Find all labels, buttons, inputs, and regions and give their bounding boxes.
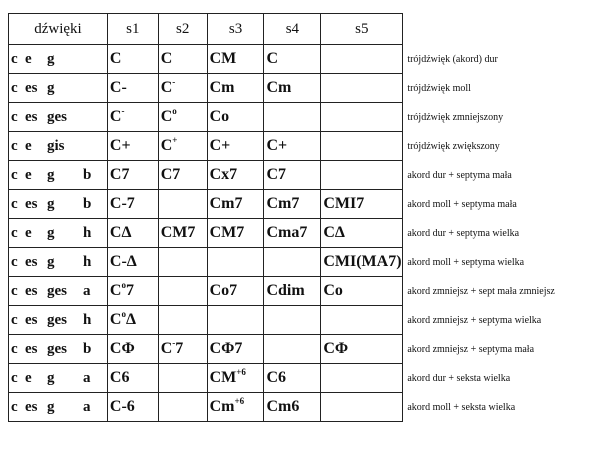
chord-symbol: CΦ <box>109 340 135 357</box>
chord-s1 <box>107 161 158 190</box>
chord-s4 <box>264 74 321 103</box>
chord-s5 <box>321 335 403 364</box>
chord-suffix: Δ <box>125 311 136 328</box>
note: c <box>11 369 18 386</box>
chord-symbol: C <box>160 50 173 67</box>
chord-s2 <box>158 306 207 335</box>
chord-s3 <box>207 103 264 132</box>
chord-superscript: - <box>172 338 176 348</box>
chord-symbol: C-6 <box>109 398 135 415</box>
chord-s5 <box>321 219 403 248</box>
chord-description: akord zmniejsz + sept mała zmniejsz <box>407 285 555 297</box>
note: c <box>11 166 18 183</box>
header-row <box>9 14 600 45</box>
chord-symbol: CM7 <box>209 224 245 241</box>
note: ges <box>47 311 67 328</box>
notes-cell <box>9 393 108 422</box>
chord-description: akord dur + septyma wielka <box>407 227 520 239</box>
chord-s1 <box>107 132 158 161</box>
chord-description: trójdźwięk moll <box>407 82 471 94</box>
chord-s5 <box>321 248 403 277</box>
note: c <box>11 79 18 96</box>
header-s1: s1 <box>107 14 158 45</box>
notes-cell <box>9 190 108 219</box>
chord-s3 <box>207 248 264 277</box>
chord-superscript: o <box>121 309 126 319</box>
chord-s2 <box>158 161 207 190</box>
chord-symbol: C <box>109 311 122 328</box>
note: es <box>25 108 38 125</box>
notes-cell <box>9 306 108 335</box>
notes-cell <box>9 248 108 277</box>
chord-symbol: CΔ <box>323 224 345 241</box>
table-row <box>9 393 600 422</box>
note: c <box>11 311 18 328</box>
chord-symbol: C7 <box>266 166 287 183</box>
chord-s4 <box>264 335 321 364</box>
chord-s3 <box>207 277 264 306</box>
header-s2: s2 <box>158 14 207 45</box>
chord-superscript: + <box>172 135 178 145</box>
chord-s4 <box>264 190 321 219</box>
chord-symbol: Cma7 <box>266 224 308 241</box>
table-row <box>9 190 600 219</box>
chord-symbol: Cm <box>209 398 235 415</box>
note: c <box>11 282 18 299</box>
chord-s4 <box>264 219 321 248</box>
chord-suffix: 7 <box>175 340 184 357</box>
chord-symbol: C-7 <box>109 195 135 212</box>
note: e <box>25 369 32 386</box>
note: es <box>25 253 38 270</box>
chord-s2 <box>158 219 207 248</box>
note: c <box>11 340 18 357</box>
chord-s2 <box>158 132 207 161</box>
table-row <box>9 248 600 277</box>
table-row <box>9 132 600 161</box>
notes-cell <box>9 132 108 161</box>
chord-s5 <box>321 306 403 335</box>
chord-symbol: C <box>266 50 279 67</box>
chord-s5 <box>321 45 403 74</box>
chord-symbol: CΦ7 <box>209 340 243 357</box>
note: g <box>47 253 55 270</box>
note: es <box>25 398 38 415</box>
header-s5: s5 <box>321 14 403 45</box>
chord-symbol: C-Δ <box>109 253 137 270</box>
table-row <box>9 45 600 74</box>
chord-symbol: C <box>160 340 173 357</box>
chord-symbol: CMI7 <box>323 195 365 212</box>
chord-s5 <box>321 277 403 306</box>
note: g <box>47 224 55 241</box>
chord-s1 <box>107 306 158 335</box>
chord-s3 <box>207 306 264 335</box>
chord-description: trójdźwięk zmniejszony <box>407 111 504 123</box>
chord-s1 <box>107 219 158 248</box>
chord-s2 <box>158 393 207 422</box>
chord-symbol: Cm6 <box>266 398 300 415</box>
chord-description: akord moll + septyma mała <box>407 198 517 210</box>
chord-symbol: CM <box>209 50 237 67</box>
chord-symbol: C6 <box>266 369 287 386</box>
table-row <box>9 306 600 335</box>
chord-description: akord dur + septyma mała <box>407 169 512 181</box>
chord-s1 <box>107 277 158 306</box>
notes-cell <box>9 161 108 190</box>
chord-suffix: 7 <box>125 282 134 299</box>
chord-s4 <box>264 161 321 190</box>
chord-s3 <box>207 74 264 103</box>
chord-s2 <box>158 364 207 393</box>
table-row <box>9 219 600 248</box>
chord-symbol: C+ <box>109 137 131 154</box>
chord-superscript: - <box>172 77 176 87</box>
note: g <box>47 79 55 96</box>
chord-s4 <box>264 393 321 422</box>
chord-symbol: C <box>160 79 173 96</box>
notes-cell <box>9 45 108 74</box>
note: b <box>83 166 92 183</box>
chord-symbol: CM7 <box>160 224 196 241</box>
header-notes: dźwięki <box>9 14 108 45</box>
chord-s1 <box>107 248 158 277</box>
chord-description: akord moll + seksta wielka <box>407 401 516 413</box>
chord-description: akord zmniejsz + septyma mała <box>407 343 535 355</box>
chord-symbol: Cm <box>209 79 235 96</box>
chord-description: trójdźwięk (akord) dur <box>407 53 498 65</box>
chord-symbol: Cm <box>266 79 292 96</box>
chord-s3 <box>207 190 264 219</box>
chord-s5 <box>321 364 403 393</box>
note: c <box>11 253 18 270</box>
chord-superscript: o <box>121 280 126 290</box>
chord-s1 <box>107 364 158 393</box>
chord-description: akord moll + septyma wielka <box>407 256 525 268</box>
chord-description: akord dur + seksta wielka <box>407 372 511 384</box>
chord-s4 <box>264 364 321 393</box>
chord-s3 <box>207 45 264 74</box>
chord-symbol: C+ <box>266 137 288 154</box>
notes-cell <box>9 74 108 103</box>
note: e <box>25 50 32 67</box>
chord-s4 <box>264 132 321 161</box>
note: e <box>25 137 32 154</box>
chord-description: akord zmniejsz + septyma wielka <box>407 314 542 326</box>
note: c <box>11 108 18 125</box>
header-s4: s4 <box>264 14 321 45</box>
chord-symbol: Cm7 <box>209 195 243 212</box>
table-row <box>9 335 600 364</box>
chord-s4 <box>264 45 321 74</box>
chord-s3 <box>207 364 264 393</box>
note: es <box>25 79 38 96</box>
table-row <box>9 161 600 190</box>
chord-s5 <box>321 74 403 103</box>
note: b <box>83 195 92 212</box>
chord-symbol: Cdim <box>266 282 305 299</box>
chord-s2 <box>158 74 207 103</box>
chord-superscript: +6 <box>236 367 246 377</box>
chord-s1 <box>107 190 158 219</box>
chord-s3 <box>207 219 264 248</box>
chord-description: trójdźwięk zwiększony <box>407 140 500 152</box>
chord-s3 <box>207 132 264 161</box>
table-row <box>9 364 600 393</box>
note: es <box>25 282 38 299</box>
note: e <box>25 166 32 183</box>
note: c <box>11 137 18 154</box>
chord-symbol: C7 <box>160 166 181 183</box>
note: g <box>47 195 55 212</box>
chord-symbol: Co <box>323 282 343 299</box>
note: c <box>11 398 18 415</box>
chord-symbol: C <box>109 108 122 125</box>
chord-s1 <box>107 45 158 74</box>
chord-s2 <box>158 335 207 364</box>
notes-cell <box>9 335 108 364</box>
note: c <box>11 195 18 212</box>
chord-s2 <box>158 190 207 219</box>
chord-s1 <box>107 335 158 364</box>
chord-symbol: Cx7 <box>209 166 238 183</box>
chord-s3 <box>207 335 264 364</box>
chord-symbol: Co7 <box>209 282 238 299</box>
chord-s3 <box>207 393 264 422</box>
table-row <box>9 74 600 103</box>
chord-s4 <box>264 103 321 132</box>
chord-symbol: C6 <box>109 369 130 386</box>
chord-symbol: CM <box>209 369 237 386</box>
chord-superscript: +6 <box>234 396 245 406</box>
header-s3: s3 <box>207 14 264 45</box>
chord-s5 <box>321 393 403 422</box>
chord-s5 <box>321 161 403 190</box>
note: e <box>25 224 32 241</box>
note: a <box>83 282 91 299</box>
table-row <box>9 277 600 306</box>
note: b <box>83 340 92 357</box>
chord-symbol: C7 <box>109 166 130 183</box>
chord-symbol: Co <box>209 108 230 125</box>
chord-superscript: - <box>121 106 125 116</box>
note: es <box>25 195 38 212</box>
note: a <box>83 369 91 386</box>
notes-cell <box>9 103 108 132</box>
note: gis <box>47 137 65 154</box>
notes-cell <box>9 364 108 393</box>
chord-s5 <box>321 103 403 132</box>
chord-symbol: C- <box>109 79 127 96</box>
note: g <box>47 166 55 183</box>
chord-s1 <box>107 103 158 132</box>
chord-symbol: C <box>160 137 173 154</box>
chord-s5 <box>321 190 403 219</box>
chord-s2 <box>158 277 207 306</box>
chord-symbol: C <box>109 282 122 299</box>
chord-s4 <box>264 306 321 335</box>
chord-s3 <box>207 161 264 190</box>
note: h <box>83 253 92 270</box>
note: es <box>25 311 38 328</box>
chord-s2 <box>158 248 207 277</box>
note: ges <box>47 340 67 357</box>
note: ges <box>47 282 67 299</box>
chord-symbol: Cm7 <box>266 195 300 212</box>
chord-s4 <box>264 277 321 306</box>
chord-s1 <box>107 393 158 422</box>
chord-symbol: CΔ <box>109 224 132 241</box>
chord-symbol: CMI(MA7) <box>323 253 402 270</box>
chord-s2 <box>158 45 207 74</box>
chord-table <box>8 13 600 422</box>
note: c <box>11 224 18 241</box>
note: es <box>25 340 38 357</box>
table-row <box>9 103 600 132</box>
notes-cell <box>9 277 108 306</box>
chord-s4 <box>264 248 321 277</box>
chord-s5 <box>321 132 403 161</box>
note: c <box>11 50 18 67</box>
chord-s2 <box>158 103 207 132</box>
chord-symbol: C+ <box>209 137 231 154</box>
note: g <box>47 50 55 67</box>
note: h <box>83 224 92 241</box>
chord-superscript: o <box>172 106 177 116</box>
note: g <box>47 369 55 386</box>
note: a <box>83 398 91 415</box>
chord-symbol: C <box>160 108 173 125</box>
note: ges <box>47 108 67 125</box>
note: h <box>83 311 92 328</box>
chord-symbol: CΦ <box>323 340 349 357</box>
chord-s1 <box>107 74 158 103</box>
note: g <box>47 398 55 415</box>
chord-symbol: C <box>109 50 122 67</box>
notes-cell <box>9 219 108 248</box>
